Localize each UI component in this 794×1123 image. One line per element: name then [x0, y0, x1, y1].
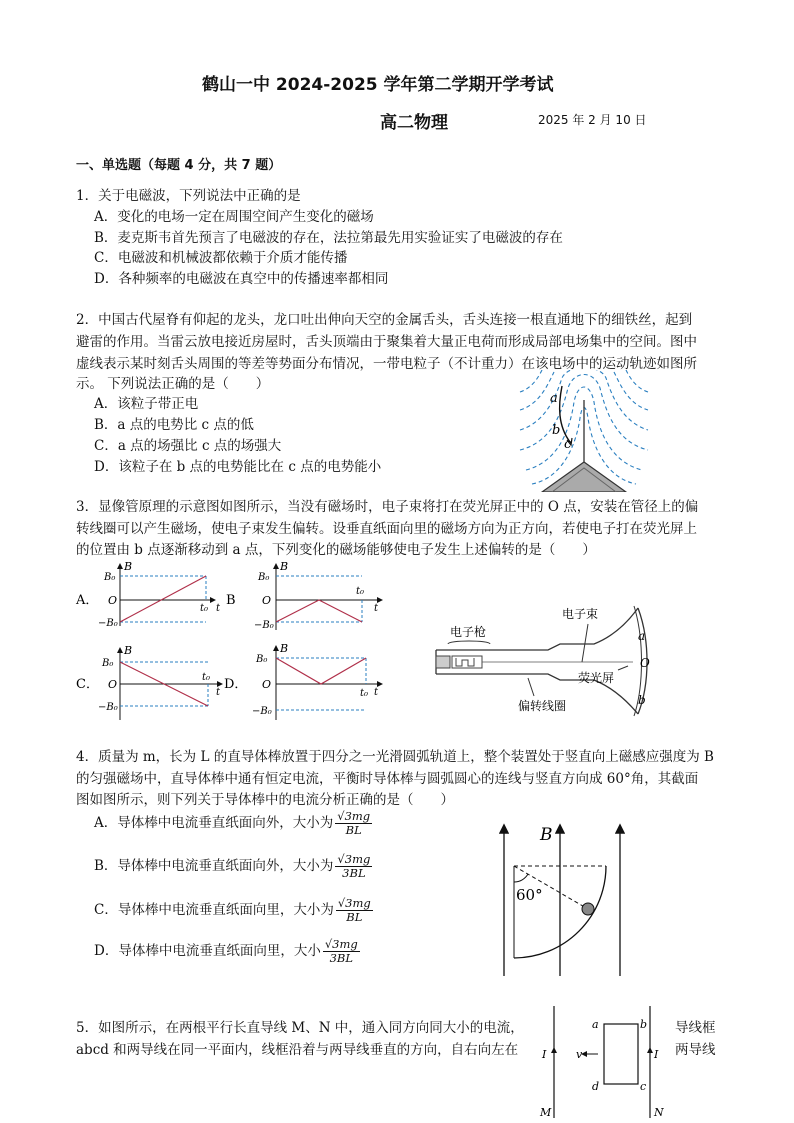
exam-date: 2025 年 2 月 10 日 [538, 113, 647, 127]
q5-line-1: 5．如图所示，在两根平行长直导线 M、N 中，通入同方向同大小的电流， [76, 1020, 524, 1036]
crt-a-label: a [638, 629, 646, 643]
q5-line-1-tail: 导线框 [675, 1020, 716, 1036]
q3-graph-a [75, 560, 221, 629]
q2-line-4: 示。 下列说法正确的是（ ） [76, 376, 270, 392]
q4-line-2: 的匀强磁场中，直导体棒中通有恒定电流，平衡时导体棒与圆弧圆心的连线与竖直方向成 60°角，其截面 [76, 771, 699, 787]
q1-stem: 1．关于电磁波，下列说法中正确的是 [76, 188, 301, 204]
svg-text:c: c [640, 1080, 647, 1093]
svg-text:B₀: B₀ [258, 572, 270, 583]
svg-text:B: B [124, 644, 133, 657]
q2-label-a: a [550, 391, 558, 406]
q3-line-2: 转线圈可以产生磁场，使电子束发生偏转。设垂直纸面向里的磁场方向为正方向，若使电子打在荧光屏上 [76, 521, 697, 537]
q2-label-c: c [564, 437, 572, 452]
q3-t0: t₀ [200, 603, 209, 614]
q3-t: t [216, 603, 221, 614]
q5-wire-figure [536, 1004, 666, 1120]
q3-origin: O [108, 594, 118, 607]
svg-text:v: v [576, 1048, 583, 1061]
q3-axis-B: B [124, 560, 133, 573]
q4-option-a: A．导体棒中电流垂直纸面向外，大小为 $\frac{√3mg}{BL}$ [94, 809, 371, 837]
svg-text:O: O [108, 678, 118, 691]
q4-line-1: 4．质量为 m，长为 L 的直导体棒放置于四分之一光滑圆弧轨道上，整个装置处于竖直向上磁感应强度为 B [76, 749, 714, 765]
q1-option-c: C．电磁波和机械波都依赖于介质才能传播 [94, 250, 348, 266]
q3-graph-b [226, 560, 382, 631]
svg-text:t₀: t₀ [356, 586, 365, 597]
svg-text:I: I [542, 1048, 547, 1061]
svg-text:t₀: t₀ [360, 688, 369, 699]
subject-title: 高二物理 [380, 113, 448, 133]
q3-label-B: B [226, 593, 236, 608]
q4-line-3: 图如图所示，则下列关于导体棒中的电流分析正确的是（ ） [76, 792, 454, 808]
q3-b0: B₀ [104, 572, 116, 583]
q3-line-1: 3．显像管原理的示意图如图所示，当没有磁场时，电子束将打在荧光屏正中的 O 点，安装在管径上的偏 [76, 499, 699, 515]
crt-beam-label: 电子束 [562, 607, 599, 621]
crt-gun-label: 电子枪 [450, 625, 487, 639]
crt-coil-label: 偏转线圈 [518, 699, 567, 713]
svg-text:a: a [592, 1018, 599, 1031]
q3-label-C: C． [76, 677, 99, 692]
svg-text:−B₀: −B₀ [252, 706, 272, 717]
q2-option-c: C．a 点的场强比 c 点的场强大 [94, 438, 282, 454]
svg-text:B: B [280, 560, 289, 573]
q3-label-D: D． [224, 677, 248, 692]
q4-arc-figure [488, 818, 636, 978]
q3-crt-figure [428, 600, 674, 718]
q2-line-2: 避雷的作用。当雷云放电接近房屋时，舌头顶端由于聚集着大量正电荷而形成局部电场集中的空间。图中 [76, 334, 697, 350]
q2-option-d: D．该粒子在 b 点的电势能比在 c 点的电势能小 [94, 459, 382, 475]
svg-text:O: O [262, 678, 272, 691]
svg-text:t: t [216, 687, 221, 698]
q4-option-d: D．导体棒中电流垂直纸面向里，大小 $\frac{√3mg}{3BL}$ [94, 937, 358, 965]
svg-text:O: O [262, 594, 272, 607]
q3-line-3: 的位置由 b 点逐渐移动到 a 点，下列变化的磁场能够使电子发生上述偏转的是（ ） [76, 542, 596, 558]
q3-graph-c [76, 644, 222, 720]
svg-text:I: I [654, 1048, 659, 1061]
q4-angle-label: 60° [516, 886, 543, 904]
q5-line-2-tail: 两导线 [675, 1042, 716, 1058]
q1-option-d: D．各种频率的电磁波在真空中的传播速率都相同 [94, 271, 389, 287]
q3-nb0: −B₀ [98, 618, 118, 629]
q2-line-1: 2．中国古代屋脊有仰起的龙头，龙口吐出伸向天空的金属舌头，舌头连接一根直通地下的细铁丝，起到 [76, 312, 693, 328]
q3-graph-d [224, 642, 382, 720]
svg-text:M: M [540, 1106, 552, 1119]
q2-label-b: b [552, 423, 561, 438]
crt-screen-label: 荧光屏 [578, 671, 615, 685]
svg-text:B₀: B₀ [256, 654, 268, 665]
crt-b-label: b [638, 693, 646, 707]
svg-text:B₀: B₀ [102, 658, 114, 669]
svg-text:−B₀: −B₀ [254, 620, 274, 631]
q2-equipotential-figure [518, 370, 650, 492]
svg-text:t: t [374, 603, 379, 614]
q4-option-c: C．导体棒中电流垂直纸面向里，大小为 $\frac{√3mg}{BL}$ [94, 896, 371, 924]
q5-line-2: abcd 和两导线在同一平面内，线框沿着与两导线垂直的方向，自右向左在 [76, 1042, 519, 1058]
svg-text:t: t [374, 687, 379, 698]
exam-title: 鹤山一中 2024-2025 学年第二学期开学考试 [202, 75, 554, 95]
q2-line-3: 虚线表示某时刻舌头周围的等差等势面分布情况，一带电粒子（不计重力）在该电场中的运动轨迹如图所 [76, 356, 697, 372]
q2-option-a: A．该粒子带正电 [94, 396, 199, 412]
svg-text:d: d [592, 1080, 600, 1093]
section-heading: 一、单选题（每题 4 分，共 7 题） [76, 158, 282, 173]
q3-option-graphs [70, 560, 400, 725]
svg-text:b: b [640, 1018, 648, 1031]
q4-option-b: B．导体棒中电流垂直纸面向外，大小为 $\frac{√3mg}{3BL}$ [94, 852, 371, 880]
svg-text:−B₀: −B₀ [98, 702, 118, 713]
q1-option-b: B．麦克斯韦首先预言了电磁波的存在，法拉第最先用实验证实了电磁波的存在 [94, 230, 563, 246]
svg-text:B: B [280, 642, 289, 655]
q1-option-a: A．变化的电场一定在周围空间产生变化的磁场 [94, 209, 374, 225]
q4-b-label: B [540, 825, 553, 845]
q3-label-A: A． [76, 593, 99, 608]
crt-o-label: O [640, 656, 650, 670]
q2-option-b: B．a 点的电势比 c 点的低 [94, 417, 254, 433]
svg-text:t₀: t₀ [202, 672, 211, 683]
svg-text:N: N [654, 1106, 664, 1119]
